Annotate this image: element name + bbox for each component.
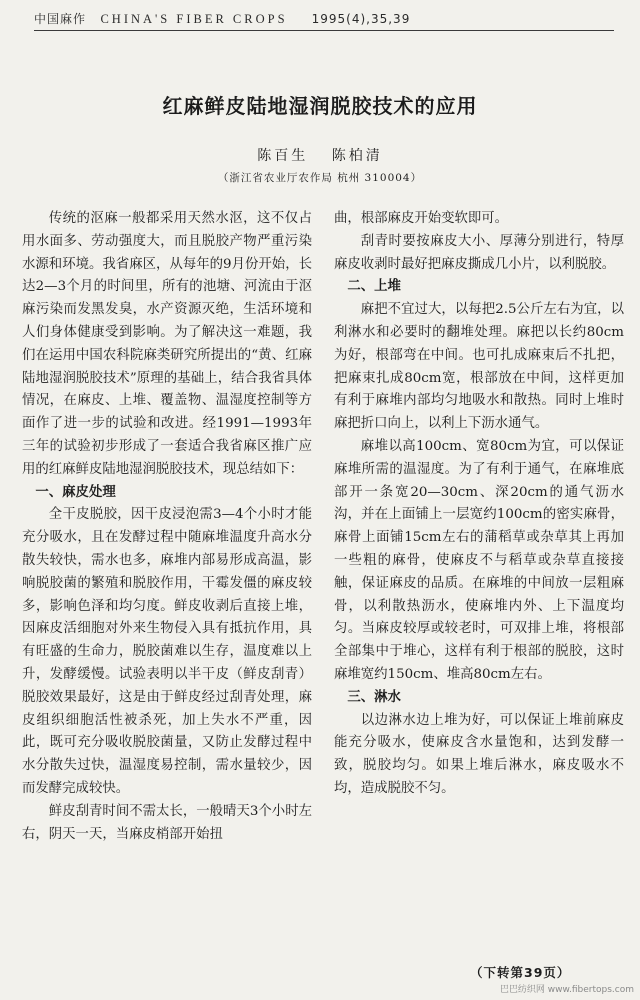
body-paragraph: 麻把不宜过大，以每把2.5公斤左右为宜，以利淋水和必要时的翻堆处理。麻把以长约80cm为好，根部弯在中间。也可扎成麻束后不扎把，把麻束扎成80cm宽，根部放在中间，这样更加有利于麻堆内部均匀地吸水和散热。同时上堆时麻把折口向上，以利上下沥水通气。: [334, 302, 624, 432]
running-header: [34, 10, 624, 27]
body-paragraph: 鲜皮刮青时间不需太长，一般晴天3个小时左右，阴天一天，当麻皮梢部开始扭: [22, 803, 312, 842]
body-paragraph: 麻堆以高100cm、宽80cm为宜，可以保证麻堆所需的温湿度。为了有利于通气，在麻堆底部开一条宽20—30cm、深20cm的通气沥水沟，并在上面铺上一层宽约100cm的密实麻骨，麻骨上面铺15cm左右的蒲稻草或杂草其上再加一些粗的麻骨，使麻皮不与稻草或杂草直接接触，保证麻皮的品质。在麻堆的中间放一层粗麻骨，以利散热沥水，使麻堆内外、上下温度均匀。当麻皮较厚或较老时，可双排上堆，将根部全部集中于堆心，这样有利于根部的脱胶，这时麻堆宽约150cm、堆高80cm左右。: [334, 438, 624, 682]
author-list: [0, 145, 640, 165]
section-heading: 二、上堆: [347, 279, 401, 295]
section-heading: 一、麻皮处理: [35, 484, 116, 500]
watermark: 巴巴纺织网 www.fibertops.com: [499, 985, 634, 995]
continued-note: （下转第39页）: [470, 965, 571, 980]
body-paragraph: 全干皮脱胶，因干皮浸泡需3—4个小时才能充分吸水，且在发酵过程中随麻堆温度升高水分散失较快，需水也多，麻堆内部易形成高温，影响脱胶菌的繁殖和脱胶作用，干霉发僵的麻皮较多，影响色泽和均匀度。鲜皮收剥后直接上堆，因麻皮活细胞对外来生物侵入具有抵抗作用，具有旺盛的生命力，脱胶菌难以生存，温度难以上升，发酵缓慢。试验表明以半干皮（鲜皮刮青）脱胶效果最好，这是由于鲜皮经过刮青处理，麻皮组织细胞活性被杀死，加上失水不严重，因此，既可充分吸收脱胶菌量，又防止发酵过程中水分散失过快，温湿度易控制，需水量较少，因而发酵完成较快。: [22, 507, 312, 796]
header-rule: [34, 30, 614, 31]
section-heading: 三、淋水: [347, 689, 401, 705]
body-paragraph: 传统的沤麻一般都采用天然水沤，这不仅占用水面多、劳动强度大，而且脱胶产物严重污染水源和环境。我省麻区，从每年的9月份开始，长达2—3个月的时间里，所有的池塘、河流由于沤麻污染而发黑发臭，水产资源灭绝，生活环境和人们身体健康受到影响。为了解决这一难题，我们在运用中国农科院麻类研究所提出的“黄、红麻陆地湿润脱胶技术”原理的基础上，结合我省具体情况，在麻皮、上堆、覆盖物、温湿度控制等方面作了进一步的试验和改进。经1991—1993年三年的试验初步形成了一套适合我省麻区推广应用的红麻鲜皮陆地湿润脱胶技术，现总结如下：: [22, 211, 312, 477]
journal-name-cn: 中国麻作: [34, 12, 87, 26]
body-paragraph: 刮青时要按麻皮大小、厚薄分别进行，特厚麻皮收剥时最好把麻皮撕成几小片，以利脱胶。: [334, 233, 624, 272]
article-title: 红麻鲜皮陆地湿润脱胶技术的应用: [162, 94, 478, 118]
author-name: 陈百生: [257, 148, 309, 164]
affiliation: （浙江省农业厅农作局 杭州 310004）: [217, 172, 423, 184]
author-name: 陈柏清: [331, 148, 383, 164]
body-paragraph: 曲，根部麻皮开始变软即可。: [334, 211, 509, 226]
journal-name-en: CHINA'S FIBER CROPS: [100, 12, 288, 26]
citation: 1995(4),35,39: [311, 12, 411, 26]
left-column: [22, 208, 312, 846]
right-column: [334, 208, 624, 801]
body-paragraph: 以边淋水边上堆为好，可以保证上堆前麻皮能充分吸水，使麻皮含水量饱和，达到发酵一致，脱胶均匀。如果上堆后淋水，麻皮吸水不均，造成脱胶不匀。: [334, 712, 624, 796]
